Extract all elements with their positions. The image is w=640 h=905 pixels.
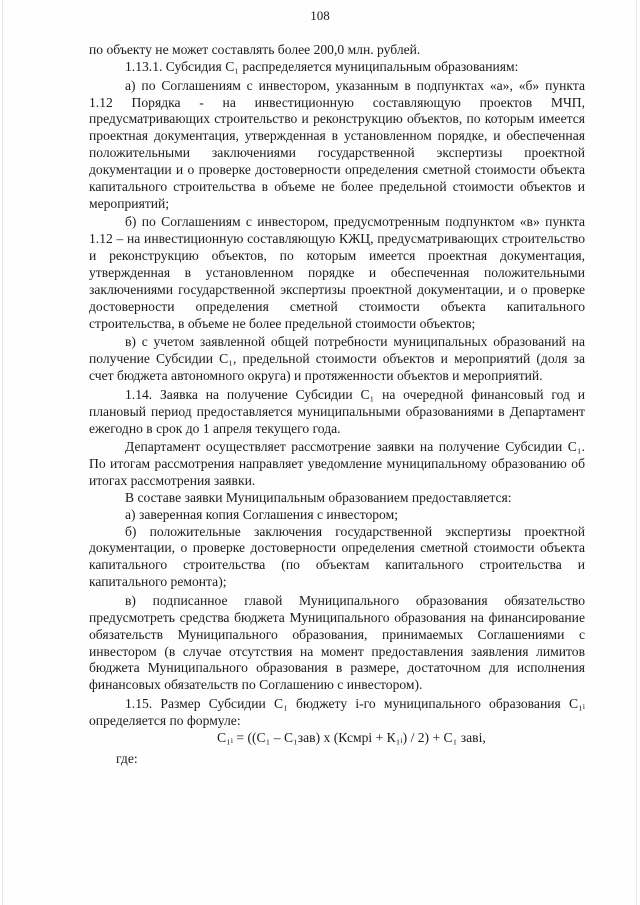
document-body [89,42,585,767]
scan-edge-left [2,0,3,905]
paragraph-subitem-v: в) с учетом заявленной общей потребности муниципальных образований на получение Субсидии С₁, предельной стоимости объектов и мероприятий (доля за счет бюджета автономного округа) и протяженности объектов и мероприятий. [89,334,585,384]
paragraph-subitem-b: б) по Соглашениям с инвестором, предусмотренным подпунктом «в» пункта 1.12 – на инвестиционную составляющую КЖЦ, предусматривающих строительство и реконструкцию объектов, по которым имеется проектная документация, утвержденная в установленном порядке и обеспеченная положительными заключениями государственной экспертизы проектной документации, и о проверке достоверности определения сметной стоимости объекта капитального строительства, в объеме не более предельной стоимости объектов; [89,214,585,331]
paragraph-item-v-obligation: в) подписанное главой Муниципального образования обязательство предусмотреть средства бюджета Муниципального образования на финансирование обязательств Муниципального образования, принимаемых Соглашениями с инвестором (в случае отсутствия на момент предоставления заявления лимитов бюджета Муниципального образования в размере, достаточном для исполнения финансовых обязательств по Соглашению с инвестором). [89,593,585,693]
paragraph-1-15: 1.15. Размер Субсидии С₁ бюджету i-го муниципального образования С₁ᵢ определяется по формуле: [89,696,585,728]
paragraph-item-a-copy: а) заверенная копия Соглашения с инвестором; [125,506,398,522]
scan-edge-right [636,0,637,905]
paragraph-1-14: 1.14. Заявка на получение Субсидии С₁ на очередной финансовый год и плановый период предоставляется муниципальными образованиями в Департамент ежегодно в срок до 1 апреля текущего года. [89,386,585,436]
paragraph-1-13-1: 1.13.1. Субсидия С₁ распределяется муниципальным образованиям: [125,58,519,74]
paragraph-item-b-conclusions: б) положительные заключения государственной экспертизы проектной документации, о проверке достоверности определения сметной стоимости объекта капитального строительства (по объектам капитального строительства и капитального ремонта); [89,523,585,590]
paragraph-department-review: Департамент осуществляет рассмотрение заявки на получение Субсидии С₁. По итогам рассмотрения направляет уведомление муниципальному образованию об итогах рассмотрения заявки. [89,439,585,489]
page-number: 108 [310,8,330,23]
paragraph-application-contents: В составе заявки Муниципальным образованием предоставляется: [125,489,512,505]
where-label: где: [116,750,138,766]
subsidy-formula: С₁ᵢ = ((С₁ – С₁зав) х (Ксмрi + К₁ᵢ) / 2) + С₁ завi, [217,729,486,745]
paragraph-continuation: по объекту не может составлять более 200,0 млн. рублей. [89,42,421,57]
paragraph-subitem-a: а) по Соглашениям с инвестором, указанным в подпунктах «а», «б» пункта 1.12 Порядка - на инвестиционную составляющую проектов МЧП, предусматривающих строительство и реконструкцию объектов, по которым имеется проектная документация, утвержденная в установленном порядке, и обеспеченная положительными заключениями государственной экспертизы проектной документации и о проверке достоверности определения сметной стоимости объекта капитального строительства в объеме не более предельной стоимости объектов и мероприятий; [89,77,585,211]
